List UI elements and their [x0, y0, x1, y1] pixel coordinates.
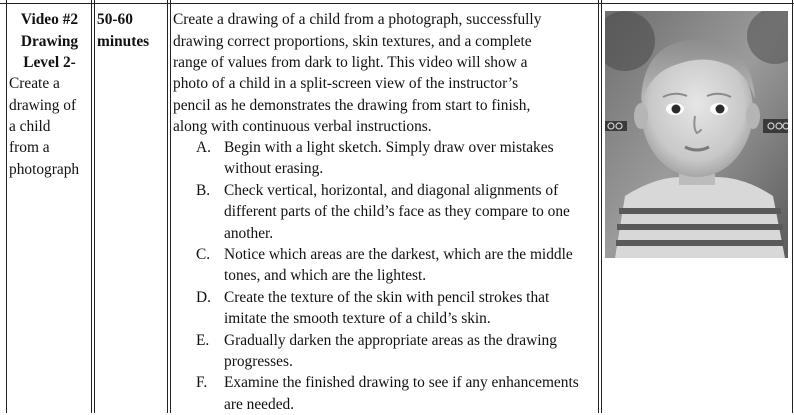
step-item	[196, 137, 594, 180]
col-divider-4	[170, 0, 171, 413]
video-desc-line: from a	[9, 139, 50, 156]
table-left-border	[6, 0, 7, 413]
duration-unit: minutes	[97, 33, 150, 50]
step-text: Create the texture of the skin with pencil strokes that imitate the smooth texture of a child’s skin.	[224, 288, 550, 328]
col-divider-5	[598, 0, 599, 413]
steps-list	[196, 137, 594, 415]
video-desc-line: photograph	[9, 161, 80, 178]
child-photo	[605, 11, 788, 258]
step-item	[196, 180, 594, 244]
col-divider-3	[167, 0, 168, 413]
step-text: Examine the finished drawing to see if any enhancements are needed.	[224, 374, 579, 413]
step-marker: C.	[196, 246, 211, 264]
table-right-border	[792, 0, 793, 413]
video-desc-line: a child	[9, 118, 51, 135]
video-desc-line: drawing of	[9, 97, 77, 114]
description-line: Create a drawing of a child from a photograph, successfully	[173, 11, 542, 28]
video-level: Level 2-	[23, 54, 76, 71]
description-line: range of values from dark to light. This video will show a	[173, 54, 528, 71]
video-subject: Drawing	[20, 33, 79, 50]
step-item	[196, 287, 594, 330]
step-text: Gradually darken the appropriate areas as the drawing progresses.	[224, 331, 557, 371]
video-desc-line: Create a	[9, 75, 60, 92]
step-text: Check vertical, horizontal, and diagonal alignments of different parts of the child’s face as they compare to one another.	[224, 181, 570, 242]
col-divider-1	[91, 0, 92, 413]
step-marker: F.	[196, 374, 208, 392]
col-divider-6	[601, 0, 602, 413]
step-marker: A.	[196, 139, 211, 156]
col-divider-2	[94, 0, 95, 413]
step-item	[196, 372, 594, 415]
step-text: Notice which areas are the darkest, which are the middle tones, and which are the lightest.	[224, 246, 573, 285]
table-top-border	[0, 3, 794, 4]
description-line: along with continuous verbal instructions.	[173, 118, 432, 135]
step-marker: B.	[196, 181, 211, 199]
step-marker: E.	[196, 331, 210, 349]
step-item	[196, 244, 594, 287]
description-line: photo of a child in a split-screen view of the instructor’s	[173, 75, 519, 92]
description-line: pencil as he demonstrates the drawing from start to finish,	[173, 97, 531, 114]
step-item	[196, 330, 594, 373]
duration-range: 50-60	[97, 11, 133, 28]
step-marker: D.	[196, 288, 211, 306]
step-text: Begin with a light sketch. Simply draw over mistakes without erasing.	[224, 139, 554, 178]
description-line: drawing correct proportions, skin textures, and a complete	[173, 33, 532, 50]
video-number: Video #2	[20, 11, 79, 28]
